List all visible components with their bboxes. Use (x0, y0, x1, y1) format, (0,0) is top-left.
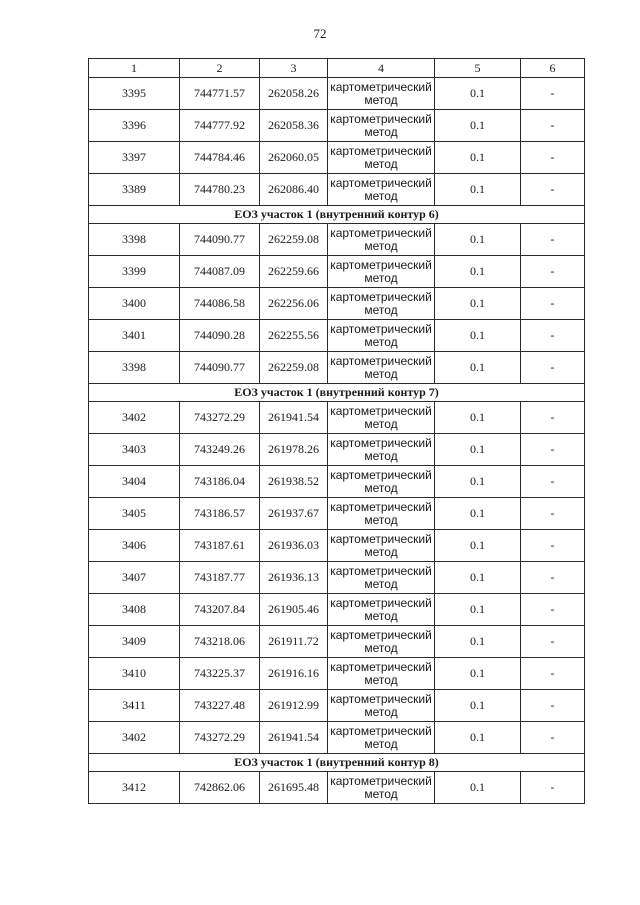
description-cell: - (521, 498, 585, 530)
y-coordinate-cell: 261941.54 (260, 722, 328, 754)
description-cell: - (521, 562, 585, 594)
table-row (89, 320, 585, 352)
point-number-cell: 3403 (89, 434, 180, 466)
x-coordinate-cell: 744777.92 (180, 110, 260, 142)
method-cell: картометрический метод (328, 174, 435, 206)
point-number-cell: 3401 (89, 320, 180, 352)
column-header: 4 (328, 59, 435, 78)
accuracy-cell: 0.1 (435, 174, 521, 206)
description-cell: - (521, 530, 585, 562)
y-coordinate-cell: 262058.36 (260, 110, 328, 142)
method-cell: картометрический метод (328, 722, 435, 754)
point-number-cell: 3396 (89, 110, 180, 142)
x-coordinate-cell: 744090.77 (180, 224, 260, 256)
table-row (89, 142, 585, 174)
method-cell: картометрический метод (328, 224, 435, 256)
method-cell: картометрический метод (328, 594, 435, 626)
accuracy-cell: 0.1 (435, 352, 521, 384)
table-row (89, 498, 585, 530)
accuracy-cell: 0.1 (435, 466, 521, 498)
y-coordinate-cell: 261978.26 (260, 434, 328, 466)
description-cell: - (521, 142, 585, 174)
description-cell: - (521, 110, 585, 142)
y-coordinate-cell: 262259.08 (260, 224, 328, 256)
description-cell: - (521, 594, 585, 626)
method-cell: картометрический метод (328, 498, 435, 530)
accuracy-cell: 0.1 (435, 142, 521, 174)
accuracy-cell: 0.1 (435, 690, 521, 722)
x-coordinate-cell: 743225.37 (180, 658, 260, 690)
table-row (89, 594, 585, 626)
page-number: 72 (313, 26, 327, 41)
point-number-cell: 3406 (89, 530, 180, 562)
method-cell: картометрический метод (328, 434, 435, 466)
table-row (89, 224, 585, 256)
description-cell: - (521, 288, 585, 320)
y-coordinate-cell: 262060.05 (260, 142, 328, 174)
accuracy-cell: 0.1 (435, 626, 521, 658)
point-number-cell: 3405 (89, 498, 180, 530)
description-cell: - (521, 722, 585, 754)
x-coordinate-cell: 743186.57 (180, 498, 260, 530)
point-number-cell: 3407 (89, 562, 180, 594)
point-number-cell: 3398 (89, 224, 180, 256)
table-row (89, 466, 585, 498)
description-cell: - (521, 626, 585, 658)
x-coordinate-cell: 742862.06 (180, 772, 260, 804)
method-cell: картометрический метод (328, 690, 435, 722)
method-cell: картометрический метод (328, 466, 435, 498)
point-number-cell: 3408 (89, 594, 180, 626)
y-coordinate-cell: 261936.13 (260, 562, 328, 594)
method-cell: картометрический метод (328, 288, 435, 320)
table-body (89, 59, 585, 804)
y-coordinate-cell: 262255.56 (260, 320, 328, 352)
accuracy-cell: 0.1 (435, 594, 521, 626)
x-coordinate-cell: 744771.57 (180, 78, 260, 110)
y-coordinate-cell: 261905.46 (260, 594, 328, 626)
method-cell: картометрический метод (328, 352, 435, 384)
point-number-cell: 3400 (89, 288, 180, 320)
description-cell: - (521, 320, 585, 352)
point-number-cell: 3402 (89, 722, 180, 754)
x-coordinate-cell: 743249.26 (180, 434, 260, 466)
y-coordinate-cell: 262259.66 (260, 256, 328, 288)
point-number-cell: 3412 (89, 772, 180, 804)
column-header: 1 (89, 59, 180, 78)
y-coordinate-cell: 262086.40 (260, 174, 328, 206)
description-cell: - (521, 352, 585, 384)
x-coordinate-cell: 744086.58 (180, 288, 260, 320)
x-coordinate-cell: 743187.61 (180, 530, 260, 562)
method-cell: картометрический метод (328, 626, 435, 658)
table-row (89, 530, 585, 562)
table-row (89, 562, 585, 594)
description-cell: - (521, 402, 585, 434)
description-cell: - (521, 434, 585, 466)
x-coordinate-cell: 744090.28 (180, 320, 260, 352)
x-coordinate-cell: 743272.29 (180, 722, 260, 754)
method-cell: картометрический метод (328, 402, 435, 434)
accuracy-cell: 0.1 (435, 110, 521, 142)
table-row (89, 78, 585, 110)
section-header-row (89, 754, 585, 772)
accuracy-cell: 0.1 (435, 78, 521, 110)
description-cell: - (521, 256, 585, 288)
description-cell: - (521, 466, 585, 498)
table-row (89, 256, 585, 288)
table-row (89, 352, 585, 384)
point-number-cell: 3395 (89, 78, 180, 110)
x-coordinate-cell: 744784.46 (180, 142, 260, 174)
point-number-cell: 3411 (89, 690, 180, 722)
column-header: 6 (521, 59, 585, 78)
method-cell: картометрический метод (328, 658, 435, 690)
method-cell: картометрический метод (328, 320, 435, 352)
y-coordinate-cell: 261937.67 (260, 498, 328, 530)
method-cell: картометрический метод (328, 562, 435, 594)
x-coordinate-cell: 744090.77 (180, 352, 260, 384)
table-row (89, 658, 585, 690)
table-row (89, 772, 585, 804)
point-number-cell: 3409 (89, 626, 180, 658)
section-header-row (89, 206, 585, 224)
method-cell: картометрический метод (328, 78, 435, 110)
x-coordinate-cell: 743227.48 (180, 690, 260, 722)
table-row (89, 110, 585, 142)
accuracy-cell: 0.1 (435, 224, 521, 256)
point-number-cell: 3404 (89, 466, 180, 498)
x-coordinate-cell: 743187.77 (180, 562, 260, 594)
y-coordinate-cell: 261941.54 (260, 402, 328, 434)
column-header: 2 (180, 59, 260, 78)
x-coordinate-cell: 744780.23 (180, 174, 260, 206)
table-row (89, 174, 585, 206)
point-number-cell: 3389 (89, 174, 180, 206)
x-coordinate-cell: 743272.29 (180, 402, 260, 434)
description-cell: - (521, 224, 585, 256)
y-coordinate-cell: 262259.08 (260, 352, 328, 384)
description-cell: - (521, 78, 585, 110)
x-coordinate-cell: 743186.04 (180, 466, 260, 498)
accuracy-cell: 0.1 (435, 772, 521, 804)
method-cell: картометрический метод (328, 110, 435, 142)
y-coordinate-cell: 261936.03 (260, 530, 328, 562)
y-coordinate-cell: 262256.06 (260, 288, 328, 320)
point-number-cell: 3410 (89, 658, 180, 690)
table-row (89, 722, 585, 754)
accuracy-cell: 0.1 (435, 288, 521, 320)
point-number-cell: 3398 (89, 352, 180, 384)
table-row (89, 402, 585, 434)
accuracy-cell: 0.1 (435, 498, 521, 530)
column-header: 3 (260, 59, 328, 78)
method-cell: картометрический метод (328, 142, 435, 174)
coordinates-table (88, 58, 585, 804)
accuracy-cell: 0.1 (435, 530, 521, 562)
accuracy-cell: 0.1 (435, 722, 521, 754)
x-coordinate-cell: 743218.06 (180, 626, 260, 658)
section-title: ЕОЗ участок 1 (внутренний контур 6) (89, 206, 585, 224)
y-coordinate-cell: 261938.52 (260, 466, 328, 498)
x-coordinate-cell: 743207.84 (180, 594, 260, 626)
accuracy-cell: 0.1 (435, 256, 521, 288)
accuracy-cell: 0.1 (435, 402, 521, 434)
section-title: ЕОЗ участок 1 (внутренний контур 7) (89, 384, 585, 402)
description-cell: - (521, 772, 585, 804)
point-number-cell: 3397 (89, 142, 180, 174)
method-cell: картометрический метод (328, 772, 435, 804)
point-number-cell: 3402 (89, 402, 180, 434)
description-cell: - (521, 658, 585, 690)
y-coordinate-cell: 261912.99 (260, 690, 328, 722)
accuracy-cell: 0.1 (435, 562, 521, 594)
method-cell: картометрический метод (328, 256, 435, 288)
accuracy-cell: 0.1 (435, 434, 521, 466)
table-row (89, 434, 585, 466)
y-coordinate-cell: 261695.48 (260, 772, 328, 804)
method-cell: картометрический метод (328, 530, 435, 562)
accuracy-cell: 0.1 (435, 320, 521, 352)
section-title: ЕОЗ участок 1 (внутренний контур 8) (89, 754, 585, 772)
y-coordinate-cell: 261916.16 (260, 658, 328, 690)
table-row (89, 288, 585, 320)
section-header-row (89, 384, 585, 402)
description-cell: - (521, 174, 585, 206)
accuracy-cell: 0.1 (435, 658, 521, 690)
column-header: 5 (435, 59, 521, 78)
point-number-cell: 3399 (89, 256, 180, 288)
table-row (89, 626, 585, 658)
table-header-row (89, 59, 585, 78)
y-coordinate-cell: 261911.72 (260, 626, 328, 658)
x-coordinate-cell: 744087.09 (180, 256, 260, 288)
table-row (89, 690, 585, 722)
description-cell: - (521, 690, 585, 722)
y-coordinate-cell: 262058.26 (260, 78, 328, 110)
